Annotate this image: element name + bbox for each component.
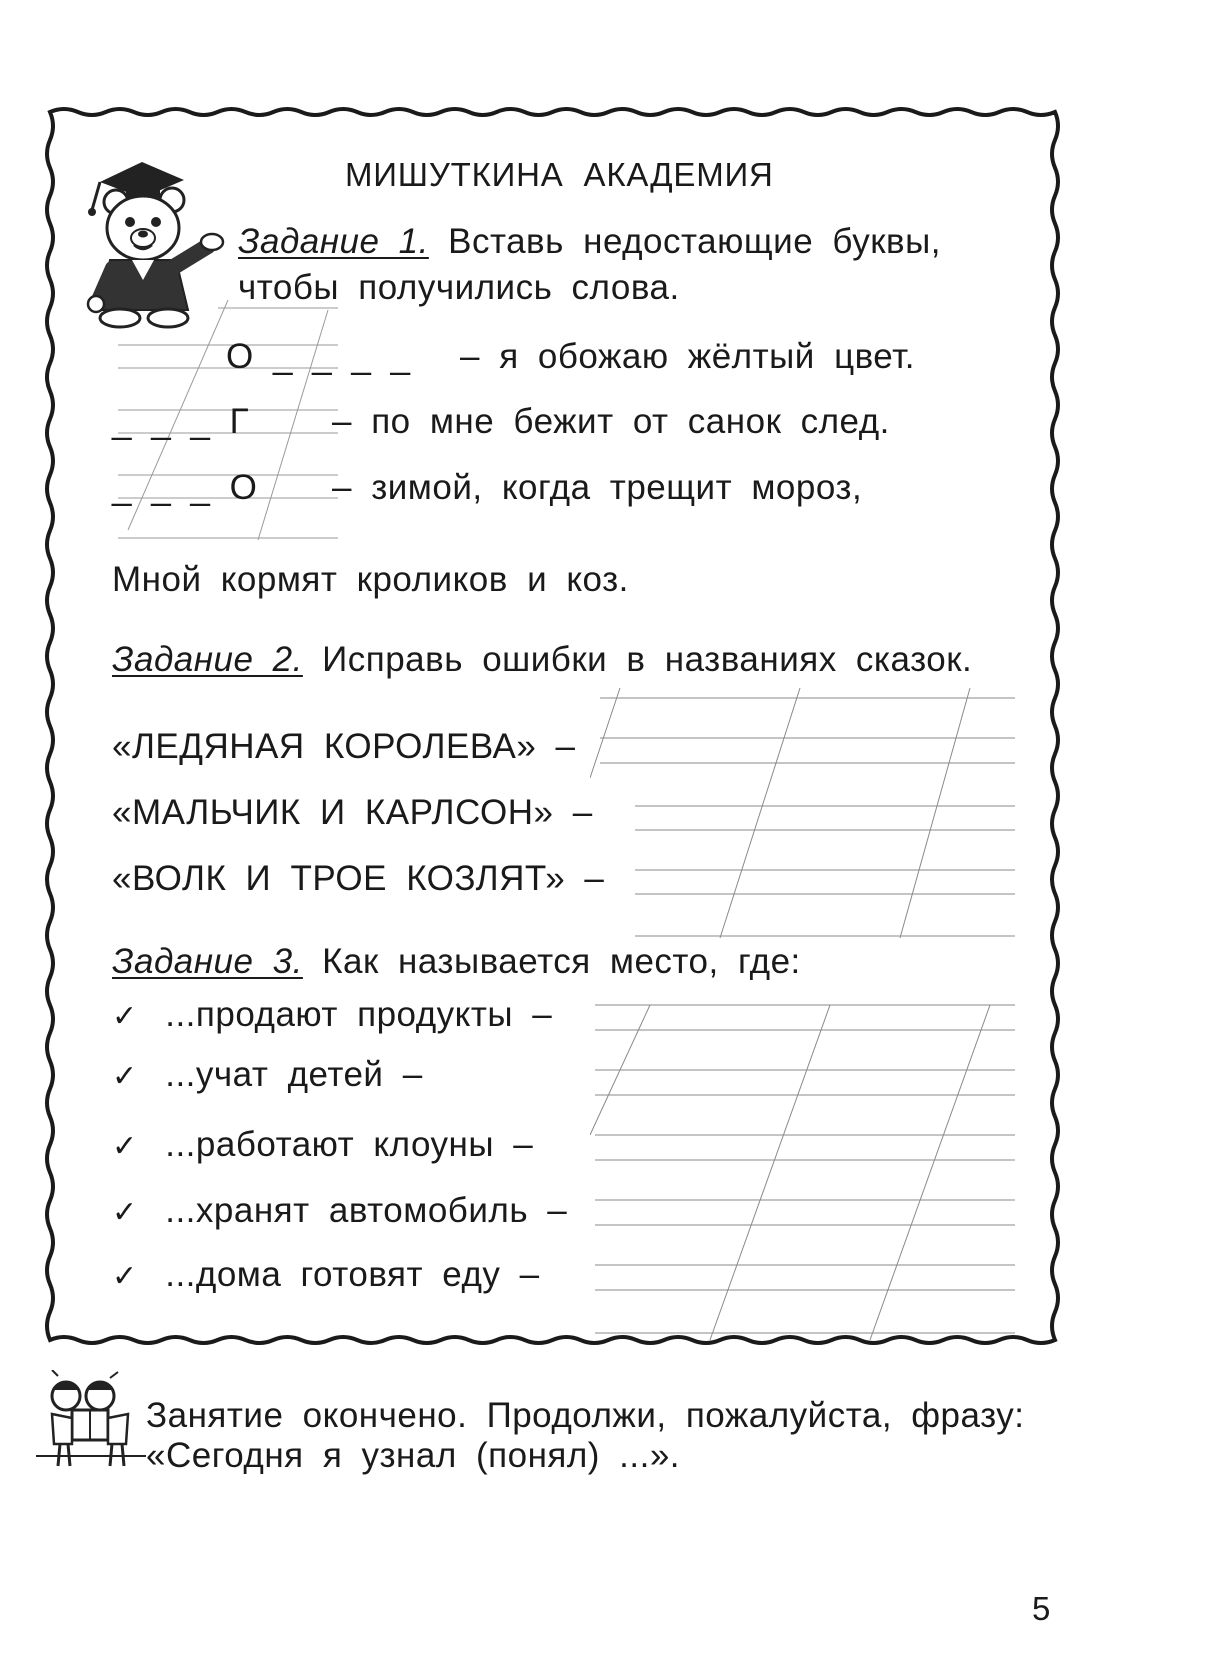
page-number: 5 (1032, 1590, 1051, 1627)
task1-label: Задание 1. (238, 222, 429, 261)
task3-answer-lines[interactable] (590, 995, 1020, 1345)
task1-clue-3: – зимой, когда трещит мороз, (332, 468, 863, 507)
task3-item-1-text: ...продают продукты – (165, 995, 553, 1034)
task1-row-2 (112, 402, 249, 442)
task3-item-2 (112, 1055, 423, 1095)
page-title: МИШУТКИНА АКАДЕМИЯ (345, 156, 774, 193)
task3-item-2-text: ...учат детей – (165, 1055, 423, 1094)
task3-item-1 (112, 995, 552, 1035)
footer-line-2: «Сегодня я узнал (понял) ...». (146, 1436, 681, 1475)
check-mark-icon: ✓ (112, 1130, 138, 1163)
task2-item-1: «ЛЕДЯНАЯ КОРОЛЕВА» – (112, 727, 576, 766)
task1-row-3 (112, 468, 257, 508)
task3-item-5-text: ...дома готовят еду – (165, 1255, 540, 1294)
task1-pattern-3: _ _ _ О (112, 468, 258, 507)
task3-item-4 (112, 1191, 567, 1231)
task1-instruction: Вставь недостающие буквы, (448, 222, 941, 261)
task3-instruction: Как называется место, где: (322, 942, 801, 981)
task2-instruction: Исправь ошибки в названиях сказок. (322, 640, 973, 679)
task2-label: Задание 2. (112, 640, 303, 679)
task1-clue-2: – по мне бежит от санок след. (332, 402, 890, 441)
task1-pattern-1: О _ _ _ _ (226, 337, 411, 376)
task1-clue-1: – я обожаю жёлтый цвет. (460, 337, 915, 376)
task1-row-1 (226, 337, 410, 377)
check-mark-icon: ✓ (112, 1196, 138, 1229)
task1-heading (238, 222, 941, 262)
footer-line-1: Занятие окончено. Продолжи, пожалуйста, фразу: (146, 1396, 1025, 1435)
check-mark-icon: ✓ (112, 1260, 138, 1293)
task2-heading (112, 640, 972, 680)
task3-item-3 (112, 1125, 533, 1165)
task3-item-4-text: ...хранят автомобиль – (165, 1191, 568, 1230)
task3-heading (112, 942, 801, 982)
task1-instruction-line2: чтобы получились слова. (238, 268, 680, 307)
task1-pattern-2: _ _ _ Г (112, 402, 250, 441)
task2-item-3: «ВОЛК И ТРОЕ КОЗЛЯТ» – (112, 859, 605, 898)
check-mark-icon: ✓ (112, 1060, 138, 1093)
task2-item-2: «МАЛЬЧИК И КАРЛСОН» – (112, 793, 593, 832)
task2-answer-lines[interactable] (590, 688, 1020, 948)
task3-item-5 (112, 1255, 540, 1295)
task3-label: Задание 3. (112, 942, 303, 981)
children-reading-icon (36, 1370, 146, 1470)
task3-item-3-text: ...работают клоуны – (165, 1125, 534, 1164)
check-mark-icon: ✓ (112, 1000, 138, 1033)
task1-continuation: Мной кормят кроликов и коз. (112, 560, 629, 599)
